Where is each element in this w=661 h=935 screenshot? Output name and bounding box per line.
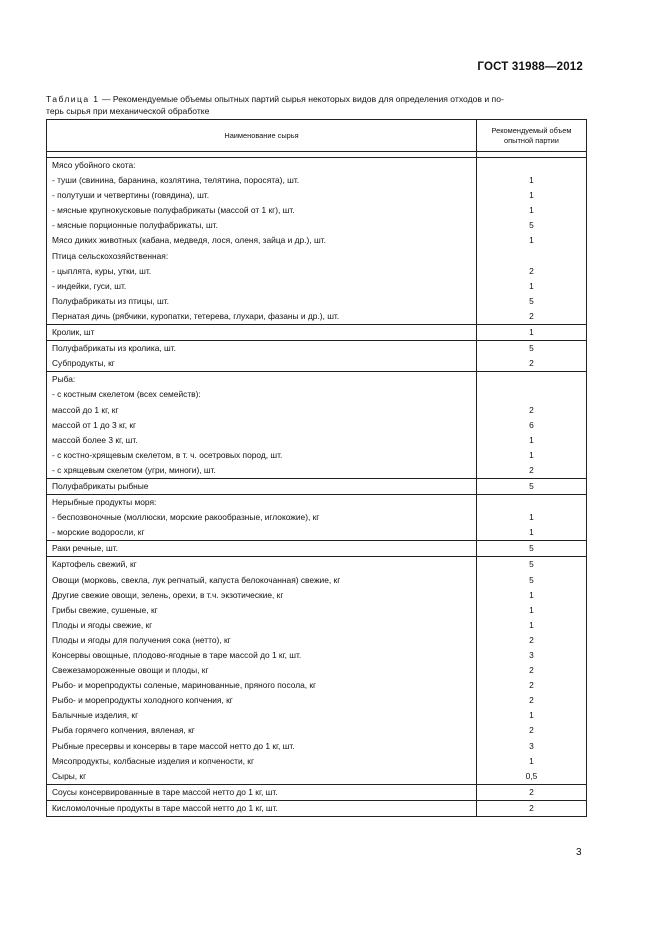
recommended-volume: 1 — [529, 175, 534, 186]
recommended-volume: 1 — [529, 710, 534, 721]
recommended-volume: 1 — [529, 527, 534, 538]
raw-material-name: - с костным скелетом (всех семейств): — [52, 389, 201, 400]
recommended-volume: 5 — [529, 295, 534, 306]
table-group — [47, 557, 587, 784]
raw-material-name: - цыплята, куры, утки, шт. — [52, 265, 152, 276]
group-name-cell — [47, 557, 477, 784]
recommended-volume: 3 — [529, 740, 534, 751]
recommended-volume: 2 — [529, 665, 534, 676]
raw-material-name: - полутуши и четвертины (говядина), шт. — [52, 190, 210, 201]
raw-material-name: Кролик, шт — [52, 327, 95, 338]
document-code: ГОСТ 31988—2012 — [477, 61, 583, 73]
group-name-cell — [47, 541, 477, 557]
table-group — [47, 541, 587, 557]
raw-material-name: Плоды и ягоды свежие, кг — [52, 619, 153, 630]
recommended-volume — [477, 158, 586, 173]
raw-material-name: Соусы консервированные в таре массой нетто до 1 кг, шт. — [52, 786, 278, 797]
group-name-cell — [47, 800, 477, 816]
recommended-volume: 5 — [529, 220, 534, 231]
recommended-volume: 2 — [529, 802, 534, 813]
recommended-volume: 6 — [529, 419, 534, 430]
raw-material-name: Мясопродукты, колбасные изделия и копчености, кг — [52, 755, 255, 766]
raw-material-name: Картофель свежий, кг — [52, 559, 137, 570]
group-name-cell — [47, 495, 477, 541]
raw-material-name: Раки речные, шт. — [52, 543, 118, 554]
raw-material-name: - беспозвоночные (моллюски, морские ракообразные, иглокожие), кг — [52, 512, 320, 523]
raw-materials-table — [46, 119, 587, 817]
raw-material-name: Субпродукты, кг — [52, 358, 115, 369]
recommended-volume: 2 — [529, 358, 534, 369]
raw-material-name: Консервы овощные, плодово-ягодные в таре массой до 1 кг, шт. — [52, 650, 302, 660]
raw-material-name: Птица сельскохозяйственная: — [52, 250, 169, 261]
table-body — [47, 152, 587, 817]
group-volume-cell — [477, 158, 587, 325]
raw-material-name: массой более 3 кг, шт. — [52, 434, 138, 445]
group-volume-cell — [477, 541, 587, 557]
raw-material-name: Рыбо- и морепродукты холодного копчения, кг — [52, 695, 233, 706]
group-volume-cell — [477, 495, 587, 541]
recommended-volume: 5 — [529, 343, 534, 354]
table-caption — [46, 93, 586, 117]
recommended-volume: 5 — [529, 559, 534, 570]
recommended-volume: 0,5 — [525, 770, 538, 781]
group-name-cell — [47, 325, 477, 341]
recommended-volume: 1 — [529, 589, 534, 600]
raw-material-name: Пернатая дичь (рябчики, куропатки, тетерева, глухари, фазаны и др.), шт. — [52, 310, 340, 321]
table-caption-text-2: терь сырья при механической обработке — [46, 106, 210, 116]
raw-material-name: массой от 1 до 3 кг, кг — [52, 419, 137, 430]
recommended-volume: 2 — [529, 464, 534, 475]
raw-material-name: Рыбные пресервы и консервы в таре массой нетто до 1 кг, шт. — [52, 740, 295, 751]
recommended-volume: 1 — [529, 235, 534, 246]
table-caption-text-1: — Рекомендуемые объемы опытных партий сырья некоторых видов для определения отходов и по- — [99, 94, 504, 104]
recommended-volume: 1 — [529, 190, 534, 201]
table-group — [47, 478, 587, 494]
table-header-row — [47, 120, 587, 152]
raw-material-name: Полуфабрикаты рыбные — [52, 480, 149, 491]
column-header-volume — [477, 120, 587, 152]
raw-material-name: Рыбо- и морепродукты соленые, маринованные, пряного посола, кг — [52, 680, 317, 691]
recommended-volume: 1 — [529, 755, 534, 766]
recommended-volume: 2 — [529, 404, 534, 415]
raw-material-name: Другие свежие овощи, зелень, орехи, в т.ч. экзотические, кг — [52, 589, 284, 600]
recommended-volume: 2 — [529, 786, 534, 797]
recommended-volume: 1 — [529, 434, 534, 445]
raw-material-name: - индейки, гуси, шт. — [52, 280, 127, 291]
group-volume-cell — [477, 372, 587, 479]
recommended-volume: 1 — [529, 449, 534, 460]
table-group — [47, 341, 587, 372]
recommended-volume: 1 — [529, 619, 534, 630]
raw-material-name: - с хрящевым скелетом (угри, миноги), шт. — [52, 464, 216, 475]
group-name-cell — [47, 478, 477, 494]
recommended-volume: 1 — [529, 327, 534, 338]
table-group — [47, 784, 587, 800]
raw-material-name: Балычные изделия, кг — [52, 710, 139, 721]
recommended-volume: 1 — [529, 512, 534, 523]
raw-material-name: Рыба горячего копчения, вяленая, кг — [52, 725, 195, 736]
recommended-volume: 2 — [529, 310, 534, 321]
recommended-volume: 5 — [529, 480, 534, 491]
group-name-cell — [47, 784, 477, 800]
raw-material-name: Рыба: — [52, 374, 76, 385]
group-name-cell — [47, 158, 477, 325]
raw-material-name: Мясо диких животных (кабана, медведя, лося, оленя, зайца и др.), шт. — [52, 235, 326, 246]
raw-material-name: Свежезамороженные овощи и плоды, кг — [52, 665, 209, 676]
recommended-volume — [477, 249, 586, 264]
group-volume-cell — [477, 325, 587, 341]
recommended-volume: 2 — [529, 265, 534, 276]
raw-material-name: Плоды и ягоды для получения сока (нетто), кг — [52, 634, 231, 645]
group-volume-cell — [477, 784, 587, 800]
recommended-volume: 2 — [529, 725, 534, 736]
column-header-volume-text: Рекомендуемый объем опытной партии — [491, 125, 572, 145]
recommended-volume — [477, 387, 586, 402]
group-name-cell — [47, 372, 477, 479]
raw-material-name: массой до 1 кг, кг — [52, 404, 119, 415]
table-group — [47, 158, 587, 325]
recommended-volume: 1 — [529, 205, 534, 216]
group-volume-cell — [477, 557, 587, 784]
group-volume-cell — [477, 800, 587, 816]
group-volume-cell — [477, 478, 587, 494]
table-group — [47, 372, 587, 479]
table-group — [47, 800, 587, 816]
recommended-volume: 2 — [529, 695, 534, 706]
raw-material-name: Грибы свежие, сушеные, кг — [52, 604, 158, 615]
recommended-volume: 2 — [529, 680, 534, 691]
recommended-volume: 1 — [529, 604, 534, 615]
column-header-name: Наименование сырья — [47, 120, 477, 152]
raw-material-name: - с костно-хрящевым скелетом, в т. ч. осетровых пород, шт. — [52, 449, 283, 460]
raw-material-name: - морские водоросли, кг — [52, 527, 145, 538]
recommended-volume: 3 — [529, 650, 534, 660]
raw-material-name: - мясные крупнокусковые полуфабрикаты (массой от 1 кг), шт. — [52, 205, 295, 216]
recommended-volume: 5 — [529, 574, 534, 585]
raw-material-name: Овощи (морковь, свекла, лук репчатый, капуста белокочанная) свежие, кг — [52, 574, 341, 585]
raw-material-name: Полуфабрикаты из птицы, шт. — [52, 295, 169, 306]
raw-material-name: Полуфабрикаты из кролика, шт. — [52, 343, 176, 354]
recommended-volume: 5 — [529, 543, 534, 554]
raw-material-name: Мясо убойного скота: — [52, 160, 136, 170]
raw-material-name: Сыры, кг — [52, 770, 87, 781]
table-group — [47, 495, 587, 541]
raw-material-name: - туши (свинина, баранина, козлятина, телятина, поросята), шт. — [52, 175, 300, 186]
group-volume-cell — [477, 341, 587, 372]
group-name-cell — [47, 341, 477, 372]
recommended-volume: 1 — [529, 280, 534, 291]
table-group — [47, 325, 587, 341]
recommended-volume: 2 — [529, 634, 534, 645]
recommended-volume — [477, 372, 586, 387]
raw-material-name: Нерыбные продукты моря: — [52, 497, 157, 508]
raw-material-name: - мясные порционные полуфабрикаты, шт. — [52, 220, 218, 231]
raw-material-name: Кисломолочные продукты в таре массой нетто до 1 кг, шт. — [52, 802, 278, 813]
page-number: 3 — [576, 847, 582, 858]
recommended-volume — [477, 495, 586, 510]
table-caption-label: Таблица 1 — [46, 94, 100, 104]
